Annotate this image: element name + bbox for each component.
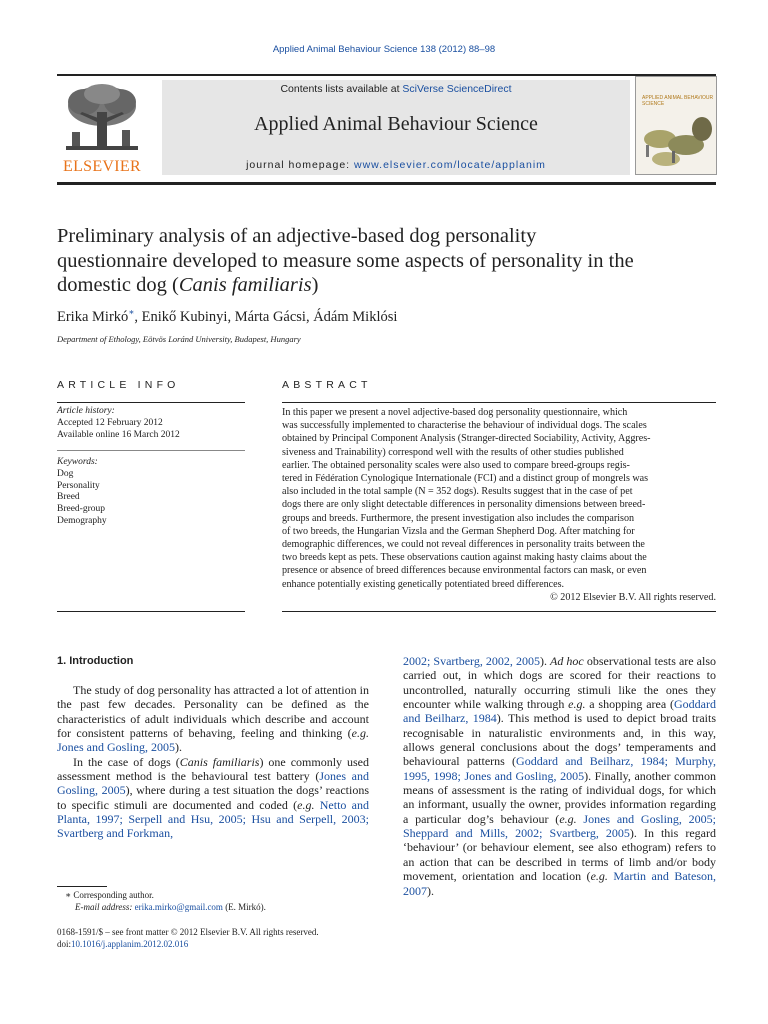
citation-link[interactable]: Goddard and Beilharz, 1984; Murphy, 1995, 1998; Jones and Gosling, 2005 [403, 754, 717, 783]
abstract-heading: ABSTRACT [282, 379, 372, 391]
journal-title: Applied Animal Behaviour Science [254, 113, 538, 135]
cover-animals-illustration [636, 115, 716, 173]
citation-link[interactable]: Martin and Bateson, 2007 [403, 869, 716, 898]
email-link[interactable]: erika.mirko@gmail.com [134, 901, 223, 912]
keywords-rule [57, 450, 245, 451]
article-info-bottom-rule [57, 611, 245, 612]
intro-right-column: 2002; Svartberg, 2002, 2005). Ad hoc observational tests are also carried out, in which dogs are scored for their reactions to uncontrolled, naturally occurring stimuli like the ones they encounter while walking through e.g. a shopping area (Goddard and Beilharz, 1984). This method is used to depict broad traits recognisable in naturalistic environments and, in this way, allows general conclusions about the dogs’ temperaments and behavioural patterns (Goddard and Beilharz, 1984; Murphy, 1995, 1998; Jones and Gosling, 2005). Finally, another common means of assessment is the rating of individual dogs, for which an informant, usually the owner, provides information regarding a particular dog’s behaviour (e.g. Jones and Gosling, 2005; Sheppard and Mills, 2002; Svartberg, 2005). In this regard ‘behaviour’ (or behaviour element, see also ethogram) refers to an action that can be described in terms of limb and/or body movement, orientation and location (e.g. Martin and Bateson, 2007). [403, 654, 717, 898]
keyword: Dog [57, 468, 74, 479]
journal-reference-link[interactable]: Applied Animal Behaviour Science 138 (2012) 88–98 [272, 44, 496, 55]
abstract-rule [282, 402, 716, 403]
elsevier-wordmark: ELSEVIER [63, 158, 141, 175]
citation-link[interactable]: Goddard and Beilharz, 1984 [403, 697, 716, 726]
keyword: Breed [57, 492, 80, 503]
citation-link[interactable]: Jones and Gosling, 2005; Sheppard and Mills, 2002; Svartberg, 2005 [403, 811, 717, 841]
author-list: Erika Mirkó∗, Enikő Kubinyi, Márta Gácsi, Ádám Miklósi [57, 307, 398, 325]
elsevier-tree-logo [58, 82, 146, 156]
doi-link[interactable]: 10.1016/j.applanim.2012.02.016 [71, 938, 189, 949]
citation-link[interactable]: Jones and Gosling, 2005 [57, 740, 175, 755]
header-bottom-rule [57, 182, 716, 185]
article-title: Preliminary analysis of an adjective-based dog personality questionnaire developed to measure some aspects of personality in the domestic dog (Canis familiaris) [57, 225, 634, 296]
section-heading-introduction: 1. Introduction [57, 655, 134, 667]
affiliation: Department of Ethology, Eötvös Loránd University, Budapest, Hungary [57, 334, 301, 344]
citation-link[interactable]: 2002; Svartberg, 2002, 2005 [403, 654, 540, 668]
sciencedirect-link[interactable]: SciVerse ScienceDirect [402, 83, 512, 95]
journal-cover-image[interactable] [635, 76, 717, 175]
article-info-heading: ARTICLE INFO [57, 379, 180, 391]
citation-link[interactable]: Jones and Gosling, 2005 [57, 769, 369, 798]
corresponding-author-mark[interactable]: ∗ [128, 307, 135, 317]
header-top-rule [57, 74, 716, 76]
homepage-link[interactable]: www.elsevier.com/locate/applanim [354, 159, 546, 171]
abstract-copyright: © 2012 Elsevier B.V. All rights reserved. [550, 591, 716, 603]
journal-homepage: journal homepage: www.elsevier.com/locate/applanim [246, 159, 546, 171]
article-info-rule [57, 402, 245, 403]
article-history: Article history: Accepted 12 February 2012 Available online 16 March 2012 [57, 406, 180, 440]
keywords-block: Keywords: Dog Personality Breed Breed-group Demography [57, 457, 245, 528]
contents-availability: Contents lists available at SciVerse ScienceDirect [280, 83, 512, 95]
intro-left-column: The study of dog personality has attracted a lot of attention in the past few decades. Personality can be defined as the characteristics of adult individuals which describe and account for consistent patterns of behaving, feeling and thinking (e.g. Jones and Gosling, 2005). In the case of dogs (Canis familiaris) one commonly used assessment method is the behavioural test battery (Jones and Gosling, 2005), where during a test situation the dogs’ reactions to specific stimuli are documented and coded (e.g. Netto and Planta, 1997; Serpell and Hsu, 2005; Hsu and Serpell, 2003; Svartberg and Forkman, [57, 683, 370, 841]
keyword: Personality [57, 480, 100, 491]
front-matter-info: 0168-1591/$ – see front matter © 2012 Elsevier B.V. All rights reserved. doi:10.1016/j.applanim.2012.02.016 [57, 927, 319, 949]
footnote-rule [57, 886, 107, 887]
keyword: Breed-group [57, 504, 106, 515]
footnote: ∗ Corresponding author. E-mail address: erika.mirko@gmail.com (E. Mirkó). [65, 890, 266, 912]
keyword: Demography [57, 515, 107, 526]
cover-title: APPLIED ANIMAL BEHAVIOUR SCIENCE [642, 95, 714, 107]
citation-link[interactable]: Netto and Planta, 1997; Serpell and Hsu, 2005; Hsu and Serpell, 2003; Svartberg and Forkman, [57, 797, 370, 841]
abstract-bottom-rule [282, 611, 716, 612]
abstract-text: In this paper we present a novel adjective-based dog personality questionnaire, which was successfully implemented to characterise the behaviour of individual dogs. The scales obtained by Principal Component Analysis (Stranger-directed Sociability, Activity, Aggres- siveness and Trainability) correspond well with the results of other studies published earlier. The obtained personality scales were also used to compare breed-groups regis- tered in Fédération Cynologique Internationale (FCI) and a distinct group of mongrels was also included in the total sample (N = 352 dogs). Results suggest that in the case of pet dogs there are only slight detectable differences in personality dimensions between breed- groups and breeds. Furthermore, the present investigation also includes the comparison of two breeds, the Hungarian Vizsla and the German Shepherd Dog. After matching for demographic differences, we could not reveal differences in personality traits between the two breeds kept as pets. These observations caution against making hasty claims about the presence or absence of breed differences because environmental factors can mask, or even enhance potentially existing genetically potentiated breed differences. © 2012 Elsevier B.V. All rights reserved. [282, 407, 716, 603]
